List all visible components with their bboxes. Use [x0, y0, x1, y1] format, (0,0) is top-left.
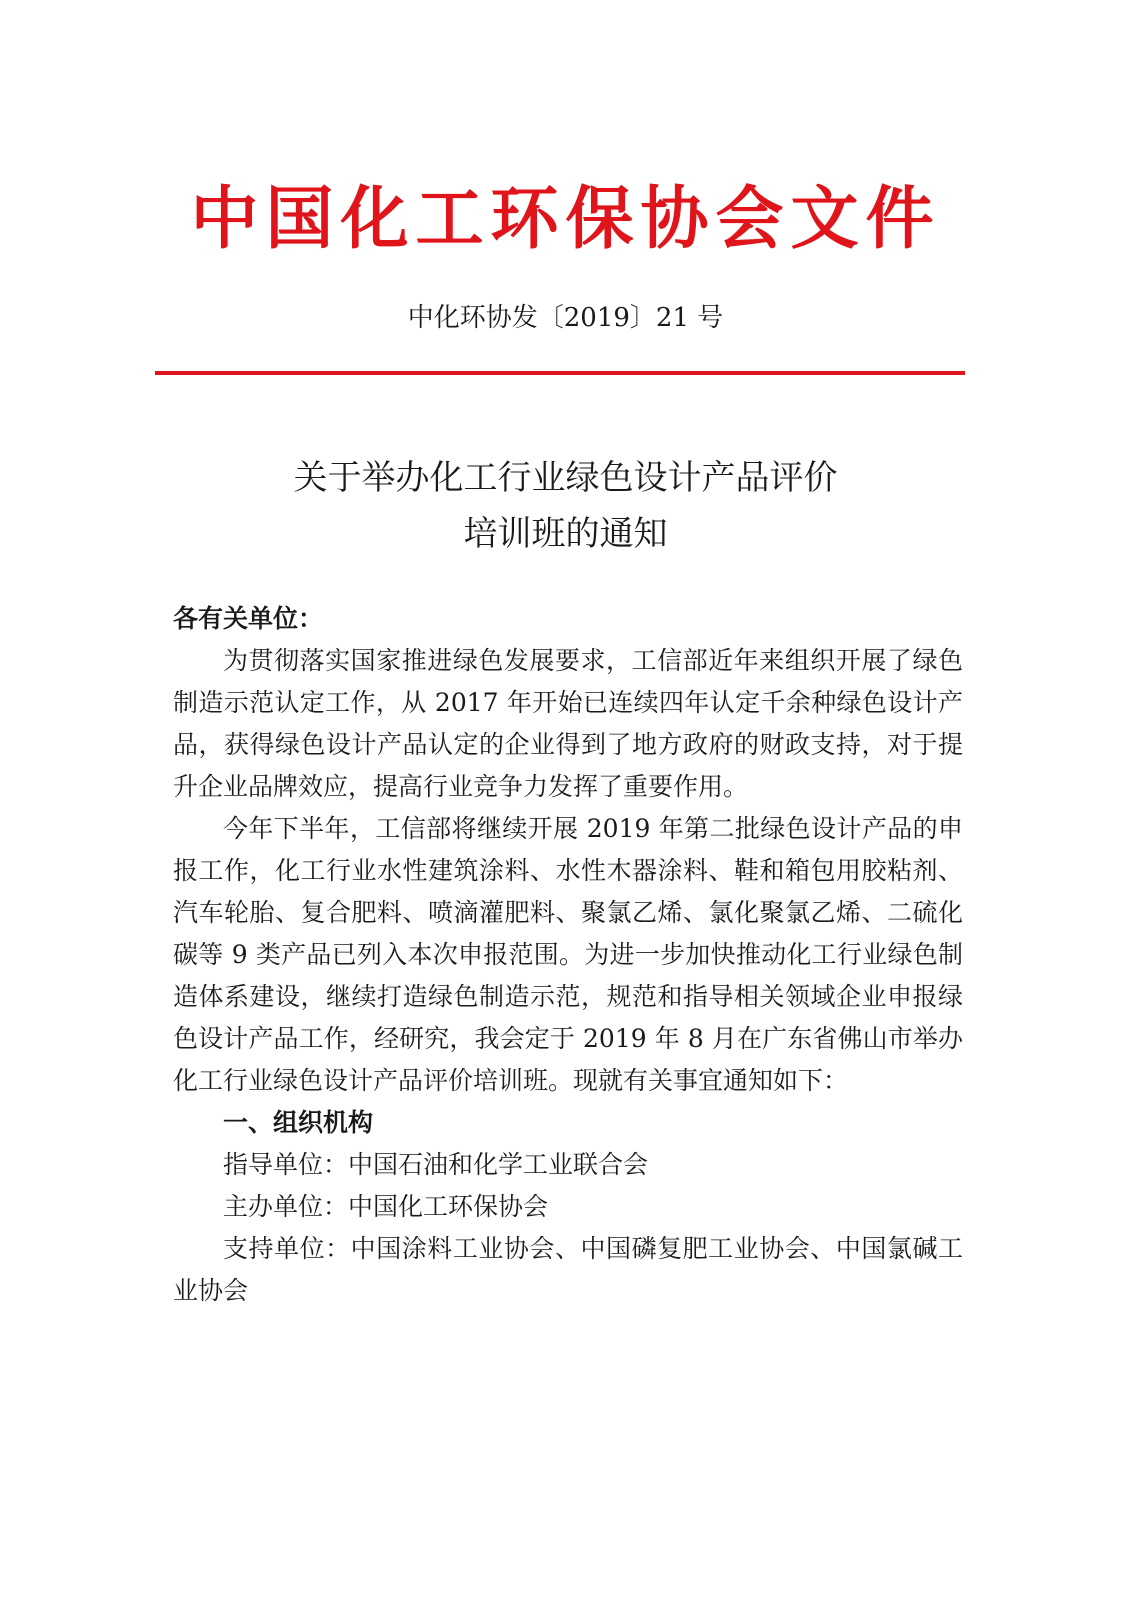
section-heading-organization: 一、组织机构: [223, 1108, 374, 1137]
org-line-support-units: 支持单位：中国涂料工业协会、中国磷复肥工业协会、中国氯碱工业协会: [173, 1234, 963, 1305]
document-number: 中化环协发〔2019〕21 号: [407, 303, 724, 333]
org-line-guidance-unit: 指导单位：中国石油和化学工业联合会: [223, 1150, 649, 1179]
body-paragraph: 今年下半年，工信部将继续开展 2019 年第二批绿色设计产品的申报工作，化工行业水性建筑涂料、水性木器涂料、鞋和箱包用胶粘剂、汽车轮胎、复合肥料、喷滴灌肥料、聚氯乙烯、氯化聚氯乙烯、二硫化碳等 9 类产品已列入本次申报范围。为进一步加快推动化工行业绿色制造体系建设，继续打造绿色制造示范，规范和指导相关领域企业申报绿色设计产品工作，经研究，我会定于 2019 年 8 月在广东省佛山市举办化工行业绿色设计产品评价培训班。现就有关事宜通知如下：: [173, 814, 963, 1095]
salutation: 各有关单位：: [173, 604, 324, 633]
notice-title-line-1: 关于举办化工行业绿色设计产品评价: [293, 458, 838, 498]
body-paragraph: 为贯彻落实国家推进绿色发展要求，工信部近年来组织开展了绿色制造示范认定工作，从 2017 年开始已连续四年认定千余种绿色设计产品，获得绿色设计产品认定的企业得到了地方政府的财政支持，对于提升企业品牌效应，提高行业竞争力发挥了重要作用。: [173, 646, 963, 801]
document-header-title: 中国化工环保协会文件: [190, 180, 941, 259]
document-body: [173, 598, 963, 1312]
notice-title-line-2: 培训班的通知: [463, 514, 668, 554]
red-divider-line: [155, 371, 965, 375]
org-line-host-unit: 主办单位：中国化工环保协会: [223, 1192, 549, 1221]
notice-title: [0, 450, 1131, 562]
